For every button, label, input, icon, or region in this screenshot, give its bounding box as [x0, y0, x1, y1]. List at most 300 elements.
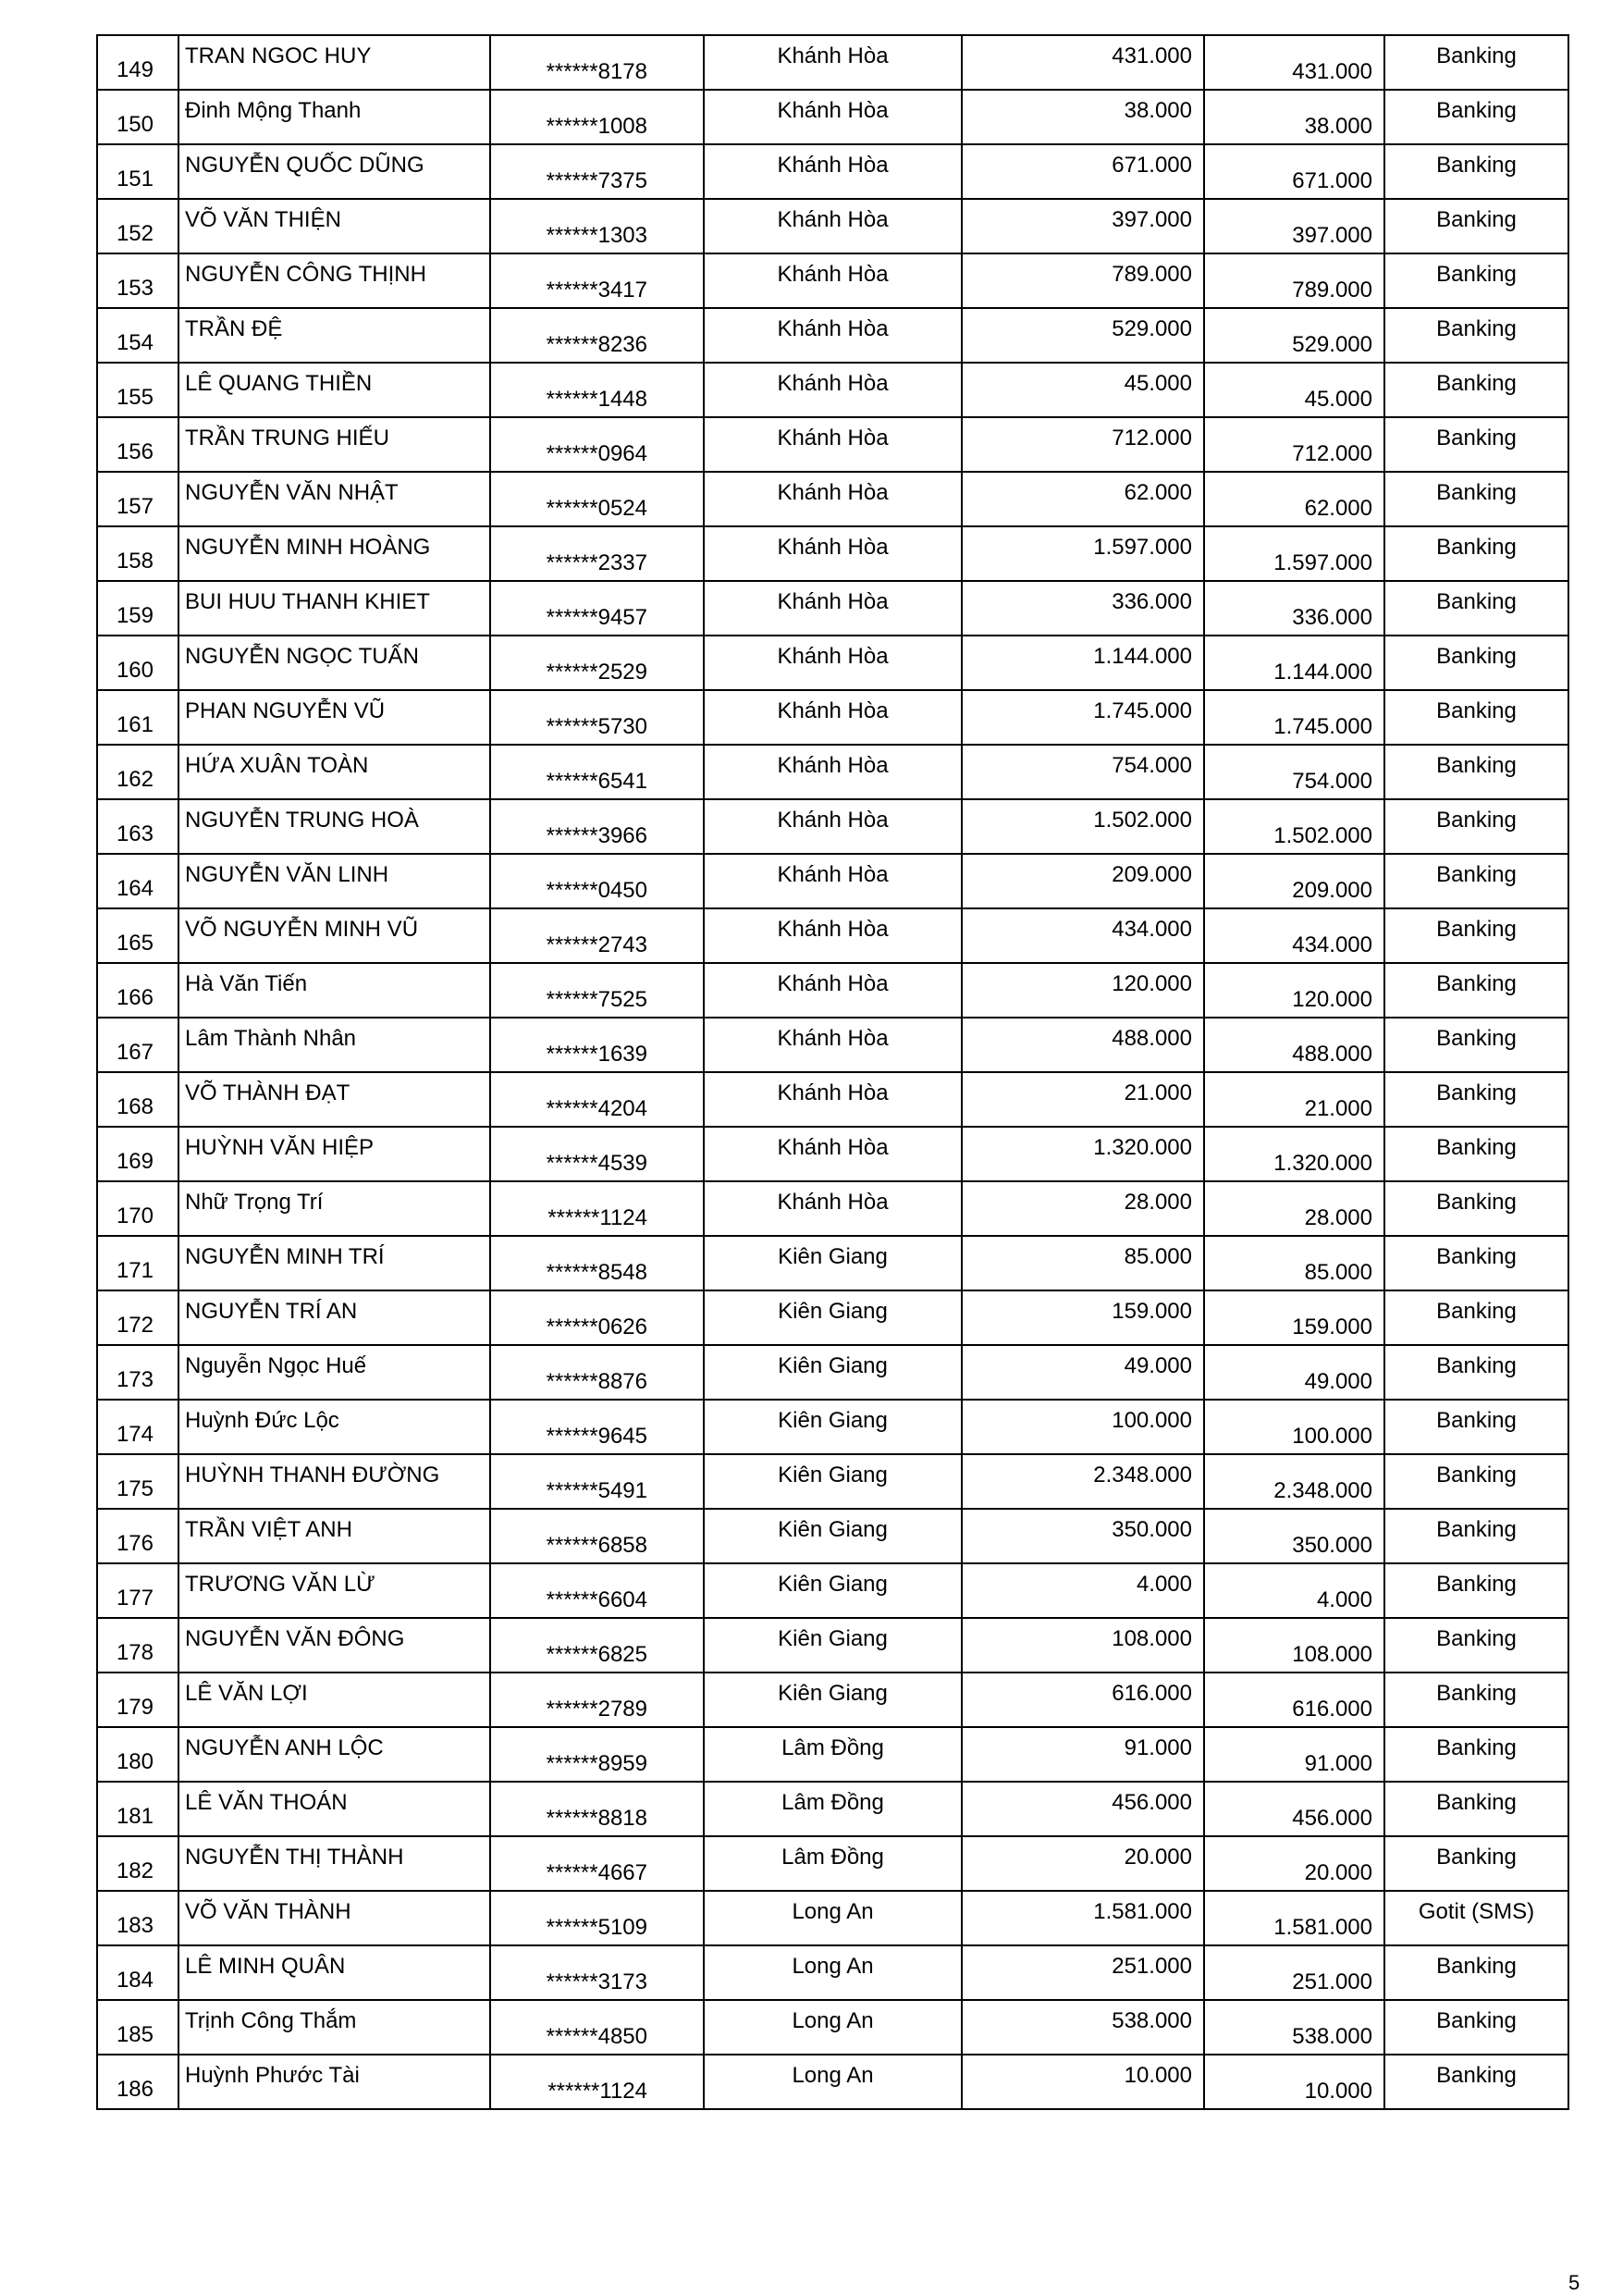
- amount-text: 350.000: [1112, 1517, 1192, 1542]
- row-number-cell: [97, 1563, 178, 1618]
- row-number-text: 172: [116, 1313, 154, 1338]
- province-text: Khánh Hòa: [777, 371, 889, 396]
- id-cell: [490, 199, 704, 253]
- paid-amount-text: 1.144.000: [1273, 660, 1372, 685]
- row-number-cell: [97, 308, 178, 363]
- row-number-text: 173: [116, 1367, 154, 1392]
- name-text: NGUYỄN VĂN LINH: [185, 862, 389, 887]
- table-row: [97, 745, 1568, 799]
- province-text: Kiên Giang: [778, 1517, 888, 1542]
- row-number-text: 160: [116, 658, 154, 683]
- paid-amount-text: 100.000: [1292, 1424, 1372, 1449]
- amount-text: 616.000: [1112, 1681, 1192, 1706]
- amount-cell: [962, 1236, 1204, 1290]
- province-text: Long An: [792, 1954, 874, 1979]
- amount-cell: [962, 854, 1204, 908]
- id-cell: [490, 1563, 704, 1618]
- table-row: [97, 308, 1568, 363]
- table-row: [97, 1400, 1568, 1454]
- name-text: TRAN NGOC HUY: [185, 43, 372, 68]
- row-number-text: 151: [116, 167, 154, 191]
- id-text: ******4539: [546, 1151, 647, 1176]
- paid-amount-text: 397.000: [1292, 223, 1372, 248]
- name-cell: [178, 1891, 490, 1945]
- province-cell: [704, 854, 962, 908]
- province-cell: [704, 1454, 962, 1509]
- province-text: Kiên Giang: [778, 1353, 888, 1378]
- table-row: [97, 854, 1568, 908]
- table-row: [97, 1673, 1568, 1727]
- page-number: 5: [1568, 2271, 1580, 2294]
- province-text: Khánh Hòa: [777, 1135, 889, 1160]
- row-number-text: 161: [116, 712, 154, 737]
- paid-amount-cell: [1204, 690, 1384, 745]
- table-row: [97, 1945, 1568, 2000]
- table-row: [97, 799, 1568, 854]
- table-row: [97, 1836, 1568, 1891]
- table-body: [97, 35, 1568, 2109]
- province-cell: [704, 581, 962, 636]
- id-cell: [490, 1236, 704, 1290]
- row-number-cell: [97, 1072, 178, 1127]
- name-cell: [178, 908, 490, 963]
- province-text: Khánh Hòa: [777, 426, 889, 451]
- row-number-text: 149: [116, 57, 154, 82]
- id-cell: [490, 1072, 704, 1127]
- amount-text: 529.000: [1112, 316, 1192, 341]
- amount-text: 209.000: [1112, 862, 1192, 887]
- amount-cell: [962, 745, 1204, 799]
- name-cell: [178, 2000, 490, 2055]
- id-cell: [490, 2055, 704, 2109]
- id-text: ******0524: [546, 496, 647, 521]
- paid-amount-text: 1.502.000: [1273, 823, 1372, 848]
- amount-text: 21.000: [1124, 1080, 1192, 1105]
- amount-text: 251.000: [1112, 1954, 1192, 1979]
- name-cell: [178, 144, 490, 199]
- province-text: Khánh Hòa: [777, 644, 889, 669]
- table-row: [97, 1290, 1568, 1345]
- paid-amount-cell: [1204, 1945, 1384, 2000]
- row-number-text: 184: [116, 1968, 154, 1993]
- payment-method-cell: [1384, 1509, 1568, 1563]
- payment-method-cell: [1384, 745, 1568, 799]
- paid-amount-text: 49.000: [1304, 1369, 1372, 1394]
- amount-cell: [962, 1836, 1204, 1891]
- paid-amount-text: 108.000: [1292, 1642, 1372, 1667]
- name-cell: [178, 253, 490, 308]
- payment-method-cell: [1384, 2055, 1568, 2109]
- payment-method-cell: [1384, 1072, 1568, 1127]
- payment-method-text: Banking: [1436, 426, 1517, 451]
- row-number-text: 185: [116, 2022, 154, 2047]
- row-number-cell: [97, 144, 178, 199]
- row-number-cell: [97, 417, 178, 472]
- row-number-text: 182: [116, 1858, 154, 1883]
- paid-amount-text: 1.320.000: [1273, 1151, 1372, 1176]
- amount-text: 2.348.000: [1093, 1463, 1192, 1487]
- paid-amount-text: 350.000: [1292, 1533, 1372, 1558]
- province-text: Kiên Giang: [778, 1626, 888, 1651]
- name-cell: [178, 1345, 490, 1400]
- payment-method-text: Banking: [1436, 1080, 1517, 1105]
- payment-method-text: Banking: [1436, 1135, 1517, 1160]
- payment-method-cell: [1384, 799, 1568, 854]
- name-cell: [178, 745, 490, 799]
- paid-amount-cell: [1204, 363, 1384, 417]
- paid-amount-cell: [1204, 1236, 1384, 1290]
- payment-method-cell: [1384, 1127, 1568, 1181]
- amount-text: 1.581.000: [1093, 1899, 1192, 1924]
- amount-cell: [962, 1400, 1204, 1454]
- id-text: ******3966: [546, 823, 647, 848]
- province-text: Long An: [792, 2063, 874, 2088]
- paid-amount-text: 431.000: [1292, 59, 1372, 84]
- table-row: [97, 363, 1568, 417]
- id-text: ******1008: [546, 114, 647, 139]
- amount-text: 4.000: [1136, 1572, 1192, 1597]
- payment-method-text: Banking: [1436, 153, 1517, 178]
- name-cell: [178, 1290, 490, 1345]
- payment-method-text: Banking: [1436, 2063, 1517, 2088]
- paid-amount-cell: [1204, 1782, 1384, 1836]
- id-text: ******5730: [546, 714, 647, 739]
- amount-cell: [962, 144, 1204, 199]
- amount-cell: [962, 2055, 1204, 2109]
- payment-method-cell: [1384, 581, 1568, 636]
- name-cell: [178, 90, 490, 144]
- id-cell: [490, 1345, 704, 1400]
- amount-cell: [962, 1072, 1204, 1127]
- paid-amount-text: 21.000: [1304, 1096, 1372, 1121]
- paid-amount-text: 251.000: [1292, 1969, 1372, 1994]
- payment-method-text: Banking: [1436, 808, 1517, 833]
- id-cell: [490, 308, 704, 363]
- id-cell: [490, 417, 704, 472]
- table-row: [97, 472, 1568, 526]
- payment-method-cell: [1384, 199, 1568, 253]
- amount-text: 28.000: [1124, 1190, 1192, 1215]
- province-text: Khánh Hòa: [777, 316, 889, 341]
- id-cell: [490, 1618, 704, 1673]
- id-text: ******7375: [546, 168, 647, 193]
- paid-amount-text: 85.000: [1304, 1260, 1372, 1285]
- amount-cell: [962, 35, 1204, 90]
- amount-cell: [962, 1509, 1204, 1563]
- payment-method-cell: [1384, 1618, 1568, 1673]
- paid-amount-cell: [1204, 308, 1384, 363]
- payment-method-text: Banking: [1436, 1463, 1517, 1487]
- paid-amount-text: 336.000: [1292, 605, 1372, 630]
- name-text: NGUYỄN NGỌC TUẤN: [185, 644, 419, 669]
- province-text: Long An: [792, 2008, 874, 2033]
- payment-method-text: Banking: [1436, 1353, 1517, 1378]
- payment-method-cell: [1384, 526, 1568, 581]
- payment-method-text: Banking: [1436, 917, 1517, 942]
- id-cell: [490, 1509, 704, 1563]
- province-cell: [704, 1127, 962, 1181]
- amount-text: 789.000: [1112, 262, 1192, 287]
- amount-cell: [962, 472, 1204, 526]
- paid-amount-cell: [1204, 1345, 1384, 1400]
- name-cell: [178, 1018, 490, 1072]
- province-text: Khánh Hòa: [777, 153, 889, 178]
- row-number-text: 167: [116, 1040, 154, 1065]
- table-row: [97, 1727, 1568, 1782]
- payment-method-cell: [1384, 472, 1568, 526]
- id-cell: [490, 2000, 704, 2055]
- id-text: ******8178: [546, 59, 647, 84]
- table-row: [97, 636, 1568, 690]
- amount-text: 120.000: [1112, 971, 1192, 996]
- paid-amount-text: 1.745.000: [1273, 714, 1372, 739]
- name-text: LÊ MINH QUÂN: [185, 1954, 346, 1979]
- id-text: ******2337: [546, 550, 647, 575]
- id-text: ******0450: [546, 878, 647, 903]
- province-text: Kiên Giang: [778, 1299, 888, 1324]
- amount-cell: [962, 90, 1204, 144]
- payment-method-cell: [1384, 1673, 1568, 1727]
- paid-amount-cell: [1204, 1181, 1384, 1236]
- id-text: ******9457: [546, 605, 647, 630]
- amount-cell: [962, 308, 1204, 363]
- name-text: Huỳnh Đức Lộc: [185, 1408, 339, 1433]
- id-cell: [490, 1181, 704, 1236]
- payment-method-text: Banking: [1436, 1190, 1517, 1215]
- payment-method-cell: [1384, 1236, 1568, 1290]
- province-text: Khánh Hòa: [777, 589, 889, 614]
- name-cell: [178, 1618, 490, 1673]
- row-number-text: 169: [116, 1149, 154, 1174]
- name-text: LÊ VĂN THOÁN: [185, 1790, 348, 1815]
- paid-amount-text: 38.000: [1304, 114, 1372, 139]
- payment-method-cell: [1384, 1727, 1568, 1782]
- amount-text: 49.000: [1124, 1353, 1192, 1378]
- name-cell: [178, 854, 490, 908]
- payment-method-cell: [1384, 1181, 1568, 1236]
- paid-amount-cell: [1204, 1454, 1384, 1509]
- name-text: HUỲNH THANH ĐƯỜNG: [185, 1463, 440, 1487]
- payment-method-cell: [1384, 2000, 1568, 2055]
- payment-method-text: Banking: [1436, 480, 1517, 505]
- id-text: ******3173: [546, 1969, 647, 1994]
- name-cell: [178, 1673, 490, 1727]
- id-cell: [490, 253, 704, 308]
- name-cell: [178, 199, 490, 253]
- id-text: ******1124: [547, 1205, 647, 1230]
- amount-cell: [962, 417, 1204, 472]
- payment-method-cell: [1384, 636, 1568, 690]
- province-cell: [704, 308, 962, 363]
- name-cell: [178, 2055, 490, 2109]
- payment-method-cell: [1384, 363, 1568, 417]
- name-text: NGUYỄN TRUNG HOÀ: [185, 808, 419, 833]
- payment-method-cell: [1384, 1563, 1568, 1618]
- id-text: ******1639: [546, 1042, 647, 1067]
- paid-amount-cell: [1204, 1673, 1384, 1727]
- amount-text: 62.000: [1124, 480, 1192, 505]
- amount-cell: [962, 799, 1204, 854]
- row-number-cell: [97, 854, 178, 908]
- paid-amount-cell: [1204, 1836, 1384, 1891]
- id-text: ******3417: [546, 278, 647, 302]
- province-text: Khánh Hòa: [777, 917, 889, 942]
- paid-amount-text: 789.000: [1292, 278, 1372, 302]
- paid-amount-text: 1.581.000: [1273, 1915, 1372, 1940]
- payment-method-text: Banking: [1436, 1954, 1517, 1979]
- row-number-text: 158: [116, 549, 154, 574]
- payment-method-cell: [1384, 253, 1568, 308]
- name-cell: [178, 1072, 490, 1127]
- paid-amount-cell: [1204, 854, 1384, 908]
- table-row: [97, 1454, 1568, 1509]
- amount-cell: [962, 1945, 1204, 2000]
- payment-method-cell: [1384, 854, 1568, 908]
- row-number-cell: [97, 35, 178, 90]
- amount-cell: [962, 526, 1204, 581]
- amount-cell: [962, 1454, 1204, 1509]
- name-cell: [178, 1127, 490, 1181]
- amount-cell: [962, 908, 1204, 963]
- row-number-text: 171: [116, 1258, 154, 1283]
- paid-amount-text: 28.000: [1304, 1205, 1372, 1230]
- payment-method-cell: [1384, 690, 1568, 745]
- id-cell: [490, 1945, 704, 2000]
- amount-text: 100.000: [1112, 1408, 1192, 1433]
- payment-method-text: Banking: [1436, 98, 1517, 123]
- amount-cell: [962, 1290, 1204, 1345]
- row-number-cell: [97, 1018, 178, 1072]
- row-number-text: 177: [116, 1586, 154, 1611]
- province-text: Lâm Đồng: [781, 1735, 884, 1760]
- name-cell: [178, 1454, 490, 1509]
- table-row: [97, 1563, 1568, 1618]
- id-text: ******6858: [546, 1533, 647, 1558]
- paid-amount-cell: [1204, 35, 1384, 90]
- row-number-text: 170: [116, 1204, 154, 1228]
- name-text: LÊ VĂN LỢI: [185, 1681, 308, 1706]
- table-row: [97, 90, 1568, 144]
- id-cell: [490, 1891, 704, 1945]
- table-row: [97, 1181, 1568, 1236]
- row-number-text: 165: [116, 931, 154, 956]
- province-text: Khánh Hòa: [777, 1026, 889, 1051]
- paid-amount-cell: [1204, 799, 1384, 854]
- province-cell: [704, 963, 962, 1018]
- id-text: ******8818: [546, 1806, 647, 1831]
- province-cell: [704, 799, 962, 854]
- id-cell: [490, 144, 704, 199]
- payment-method-cell: [1384, 1290, 1568, 1345]
- row-number-cell: [97, 1290, 178, 1345]
- name-cell: [178, 1782, 490, 1836]
- province-cell: [704, 1836, 962, 1891]
- province-text: Khánh Hòa: [777, 1190, 889, 1215]
- paid-amount-cell: [1204, 745, 1384, 799]
- table-row: [97, 35, 1568, 90]
- payment-method-text: Banking: [1436, 1299, 1517, 1324]
- payment-method-text: Banking: [1436, 316, 1517, 341]
- name-cell: [178, 1945, 490, 2000]
- name-text: HỨA XUÂN TOÀN: [185, 753, 369, 778]
- payment-method-cell: [1384, 1345, 1568, 1400]
- name-cell: [178, 1727, 490, 1782]
- payment-method-text: Banking: [1436, 589, 1517, 614]
- payment-method-text: Banking: [1436, 43, 1517, 68]
- amount-text: 1.144.000: [1093, 644, 1192, 669]
- row-number-cell: [97, 472, 178, 526]
- id-cell: [490, 1127, 704, 1181]
- name-cell: [178, 581, 490, 636]
- id-text: ******7525: [546, 987, 647, 1012]
- payment-method-text: Banking: [1436, 1408, 1517, 1433]
- table-row: [97, 908, 1568, 963]
- row-number-text: 159: [116, 603, 154, 628]
- row-number-text: 153: [116, 276, 154, 301]
- paid-amount-cell: [1204, 144, 1384, 199]
- row-number-text: 178: [116, 1640, 154, 1665]
- id-cell: [490, 1727, 704, 1782]
- id-text: ******1303: [546, 223, 647, 248]
- table-row: [97, 526, 1568, 581]
- amount-cell: [962, 1782, 1204, 1836]
- paid-amount-cell: [1204, 1891, 1384, 1945]
- payment-method-text: Banking: [1436, 1790, 1517, 1815]
- name-text: Huỳnh Phước Tài: [185, 2063, 360, 2088]
- amount-text: 10.000: [1124, 2063, 1192, 2088]
- name-text: TRẦN TRUNG HIẾU: [185, 426, 389, 451]
- paid-amount-text: 20.000: [1304, 1860, 1372, 1885]
- amount-text: 1.502.000: [1093, 808, 1192, 833]
- province-text: Khánh Hòa: [777, 1080, 889, 1105]
- amount-cell: [962, 1018, 1204, 1072]
- name-text: LÊ QUANG THIỀN: [185, 371, 373, 396]
- province-cell: [704, 1509, 962, 1563]
- paid-amount-text: 209.000: [1292, 878, 1372, 903]
- province-text: Kiên Giang: [778, 1244, 888, 1269]
- amount-text: 85.000: [1124, 1244, 1192, 1269]
- province-text: Lâm Đồng: [781, 1845, 884, 1870]
- row-number-text: 152: [116, 221, 154, 246]
- id-text: ******6541: [546, 769, 647, 794]
- payment-method-text: Banking: [1436, 1572, 1517, 1597]
- province-text: Long An: [792, 1899, 874, 1924]
- id-text: ******1124: [547, 2079, 647, 2104]
- payment-method-cell: [1384, 90, 1568, 144]
- id-cell: [490, 636, 704, 690]
- id-cell: [490, 1400, 704, 1454]
- payment-method-cell: [1384, 1945, 1568, 2000]
- name-cell: [178, 1836, 490, 1891]
- payment-method-cell: [1384, 963, 1568, 1018]
- id-text: ******6604: [546, 1587, 647, 1612]
- province-cell: [704, 1400, 962, 1454]
- province-text: Kiên Giang: [778, 1681, 888, 1706]
- row-number-cell: [97, 1509, 178, 1563]
- province-text: Khánh Hòa: [777, 535, 889, 560]
- row-number-text: 174: [116, 1422, 154, 1447]
- id-cell: [490, 363, 704, 417]
- row-number-cell: [97, 963, 178, 1018]
- name-text: NGUYỄN MINH TRÍ: [185, 1244, 385, 1269]
- name-text: HUỲNH VĂN HIỆP: [185, 1135, 375, 1160]
- payment-method-text: Banking: [1436, 971, 1517, 996]
- amount-cell: [962, 1127, 1204, 1181]
- paid-amount-text: 754.000: [1292, 769, 1372, 794]
- paid-amount-text: 456.000: [1292, 1806, 1372, 1831]
- payment-method-cell: [1384, 35, 1568, 90]
- name-cell: [178, 1563, 490, 1618]
